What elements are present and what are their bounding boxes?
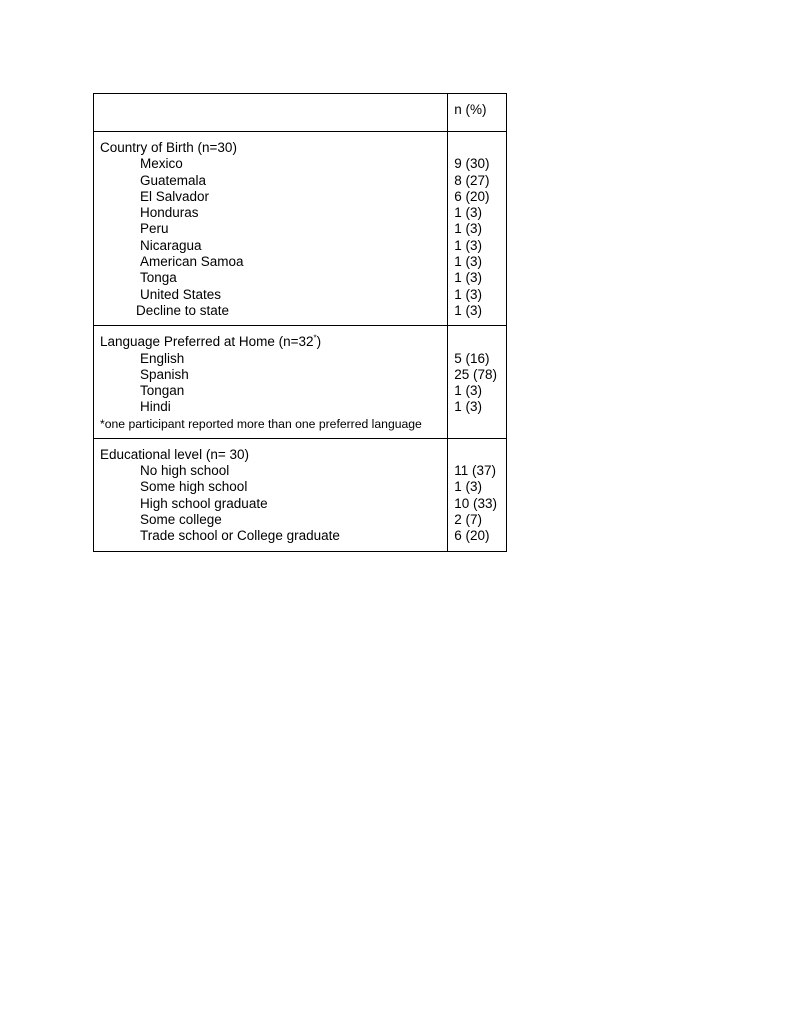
list-item: Some high school [140,479,248,495]
value-cell: 10 (33) [454,495,498,511]
list-item: Tonga [140,270,177,286]
list-item: Nicaragua [140,237,202,253]
header-value-label: n (%) [454,102,487,117]
value-cell: 8 (27) [454,172,490,188]
value-cell: 2 (7) [454,511,483,527]
value-cell: 6 (20) [454,188,490,204]
value-cell: 1 (3) [454,205,483,221]
list-item: No high school [140,463,230,479]
section-language-preferred [94,326,507,438]
value-cell: 9 (30) [454,156,490,172]
section-country-of-birth [94,132,507,326]
list-item: Peru [140,221,169,237]
value-cell: 1 (3) [454,237,483,253]
list-item: Mexico [140,156,183,172]
value-cell: 1 (3) [454,383,483,399]
list-item: American Samoa [140,254,244,270]
section-title: Country of Birth (n=30) [100,140,237,155]
language-values [448,326,507,438]
list-item: Honduras [140,205,199,221]
value-cell: 1 (3) [454,479,483,495]
value-cell: 11 (37) [454,463,497,479]
country-of-birth-labels [94,132,448,326]
value-cell: 6 (20) [454,528,490,544]
list-item: Some college [140,511,222,527]
section-educational-level [94,438,507,551]
list-item: English [140,350,185,366]
value-cell: 1 (3) [454,270,483,286]
list-item: Guatemala [140,172,207,188]
education-values [448,438,507,551]
country-of-birth-values [448,132,507,326]
value-cell: 1 (3) [454,254,483,270]
value-cell: 25 (78) [454,366,498,382]
language-labels [94,326,448,438]
list-item: Decline to state [136,302,230,318]
footnote: *one participant reported more than one preferred language [100,416,422,431]
section-title: Educational level (n= 30) [100,446,249,462]
footnote-mark: * [313,333,317,343]
list-item: Tongan [140,383,185,399]
value-cell: 1 (3) [454,399,483,415]
section-title: Language Preferred at Home (n=32*) [100,333,322,350]
value-cell: 1 (3) [454,286,483,302]
demographics-table [93,93,507,552]
value-cell: 1 (3) [454,302,483,318]
header-value-cell [448,94,507,132]
list-item: United States [140,286,222,302]
list-item: Spanish [140,366,189,382]
list-item: El Salvador [140,188,210,204]
value-cell: 1 (3) [454,221,483,237]
list-item: High school graduate [140,495,268,511]
list-item: Trade school or College graduate [140,528,340,544]
list-item: Hindi [140,399,171,415]
education-labels [94,438,448,551]
header-label-cell [94,94,448,132]
value-cell: 5 (16) [454,350,490,366]
header-row [94,94,507,132]
